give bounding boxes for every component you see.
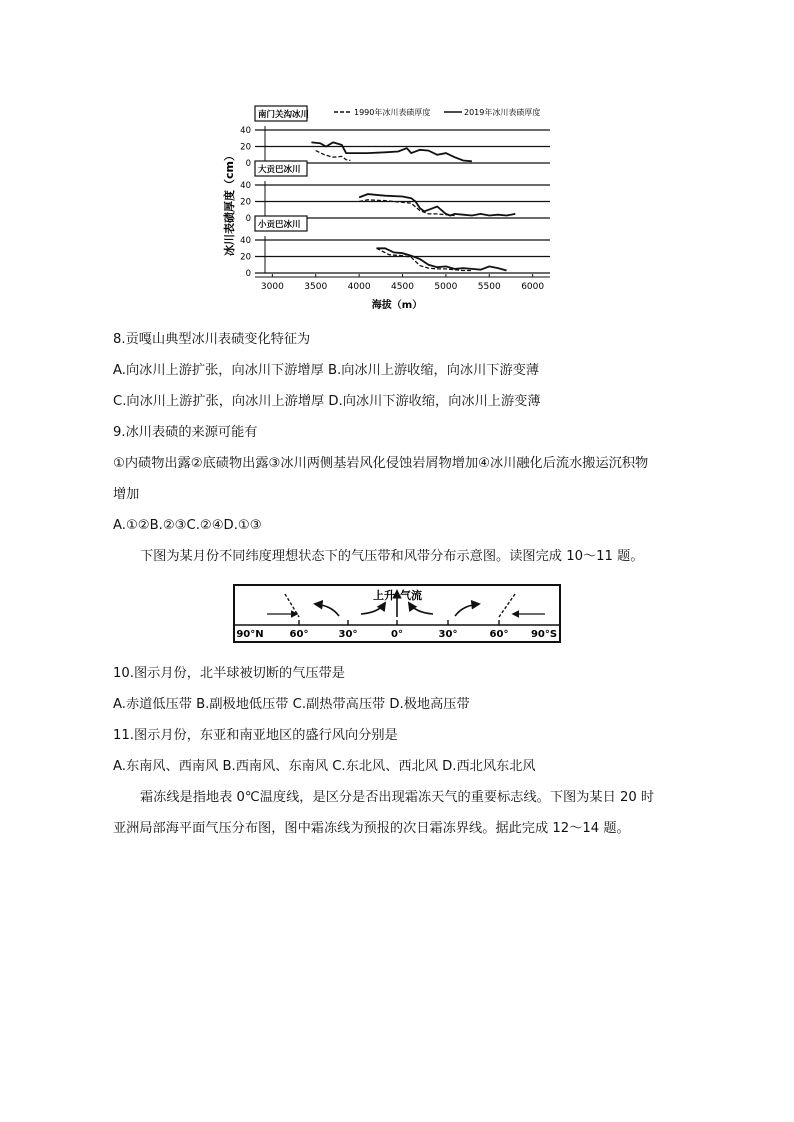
chart-legend bbox=[334, 107, 540, 117]
lat-30s: 30° bbox=[438, 629, 458, 640]
panel-label: 小贡巴冰川 bbox=[258, 220, 301, 230]
legend-1990: 1990年冰川表碛厚度 bbox=[354, 108, 431, 117]
x-axis-label: 海拔（m） bbox=[371, 300, 423, 311]
x-tick-label: 4000 bbox=[347, 282, 371, 292]
series-2019 bbox=[377, 248, 507, 270]
label-rising: 上升 bbox=[373, 589, 395, 602]
series-2019 bbox=[311, 142, 472, 161]
pressure-belt-diagram bbox=[233, 584, 561, 644]
lat-60n: 60° bbox=[289, 629, 309, 640]
panel-label: 南门关沟冰川 bbox=[258, 110, 310, 120]
lat-0: 0° bbox=[391, 629, 403, 640]
lat-60s: 60° bbox=[489, 629, 509, 640]
lat-90n: 90°N bbox=[236, 629, 264, 640]
question-9-stem: 9.冰川表碛的来源可能有 bbox=[113, 425, 258, 440]
label-airflow: 气流 bbox=[400, 589, 422, 602]
y-tick-label: 40 bbox=[240, 126, 251, 136]
x-tick-label: 5000 bbox=[434, 282, 458, 292]
panel-2 bbox=[240, 161, 550, 224]
x-tick-label: 3000 bbox=[260, 282, 284, 292]
question-9-options: A.①②B.②③C.②④D.①③ bbox=[113, 518, 262, 533]
question-11-options: A.东南风、西南风 B.西南风、东南风 C.东北风、西北风 D.西北风东北风 bbox=[113, 759, 536, 774]
question-9-items-cont: 增加 bbox=[113, 487, 140, 502]
y-tick-label: 0 bbox=[245, 159, 251, 169]
question-8-options-cd: C.向冰川上游扩张，向冰川上游增厚 D.向冰川下游收缩，向冰川上游变薄 bbox=[113, 394, 541, 409]
panel-label: 大贡巴冰川 bbox=[258, 165, 301, 175]
question-8-options-ab: A.向冰川上游扩张，向冰川下游增厚 B.向冰川上游收缩，向冰川下游变薄 bbox=[113, 363, 540, 378]
arrow-trade-south bbox=[409, 603, 433, 614]
lat-90s: 90°S bbox=[530, 629, 558, 640]
x-tick-label: 5500 bbox=[477, 282, 501, 292]
question-11-stem: 11.图示月份，东亚和南亚地区的盛行风向分别是 bbox=[113, 728, 398, 743]
intro-12-14-line1: 霜冻线是指地表 0℃温度线，是区分是否出现霜冻天气的重要标志线。下图为某日 20 时 bbox=[140, 790, 655, 805]
question-10-stem: 10.图示月份，北半球被切断的气压带是 bbox=[113, 666, 345, 681]
y-tick-label: 0 bbox=[245, 214, 251, 224]
y-tick-label: 0 bbox=[245, 269, 251, 279]
intro-10-11: 下图为某月份不同纬度理想状态下的气压带和风带分布示意图。读图完成 10～11 题。 bbox=[140, 549, 644, 564]
glacier-debris-chart bbox=[222, 103, 554, 313]
series-2019 bbox=[359, 194, 515, 215]
x-tick-label: 4500 bbox=[391, 282, 414, 292]
intro-12-14-line2: 亚洲局部海平面气压分布图，图中霜冻线为预报的次日霜冻界线。据此完成 12～14 题。 bbox=[113, 821, 630, 836]
pressure-belt-svg bbox=[233, 584, 561, 644]
y-tick-label: 20 bbox=[240, 252, 251, 263]
y-axis-label: 冰川表碛厚度（cm） bbox=[223, 150, 236, 256]
question-10-options: A.赤道低压带 B.副极地低压带 C.副热带高压带 D.极地高压带 bbox=[113, 697, 470, 712]
glacier-debris-chart-svg bbox=[222, 103, 554, 313]
panel-3 bbox=[240, 216, 550, 279]
question-9-items: ①内碛物出露②底碛物出露③冰川两侧基岩风化侵蚀岩屑物增加④冰川融化后流水搬运沉积物 bbox=[113, 456, 649, 471]
y-tick-label: 40 bbox=[240, 236, 251, 246]
x-tick-label: 6000 bbox=[521, 282, 545, 292]
lat-30n: 30° bbox=[338, 629, 358, 640]
series-1990 bbox=[359, 200, 455, 216]
arrow-westerly-north bbox=[315, 604, 339, 616]
question-8-stem: 8.贡嘎山典型冰川表碛变化特征为 bbox=[113, 332, 311, 347]
front-line-south bbox=[499, 594, 515, 617]
y-tick-label: 20 bbox=[240, 142, 251, 153]
arrow-westerly-south bbox=[455, 604, 479, 616]
x-tick-label: 3500 bbox=[304, 282, 328, 292]
arrow-trade-north bbox=[361, 603, 385, 614]
legend-2019: 2019年冰川表碛厚度 bbox=[464, 108, 541, 117]
y-tick-label: 40 bbox=[240, 181, 251, 191]
y-tick-label: 20 bbox=[240, 197, 251, 208]
